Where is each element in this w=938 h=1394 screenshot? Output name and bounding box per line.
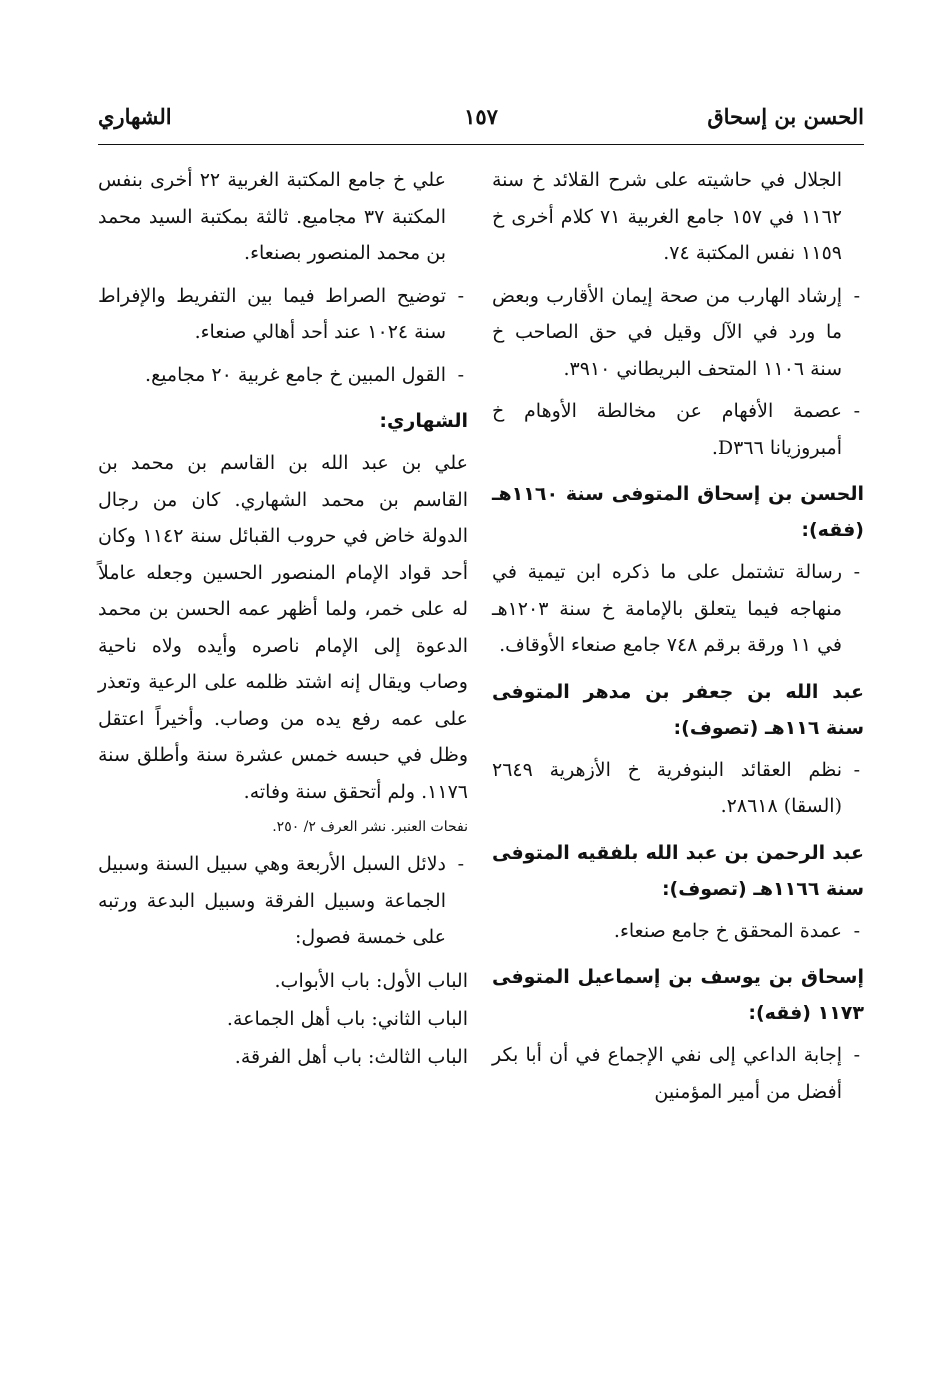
book-entry: - عصمة الأفهام عن مخالطة الأوهام خ أمبروزيانا D٣٦٦. xyxy=(492,393,864,466)
book-entry: - إجابة الداعي إلى نفي الإجماع في أن أبا بكر أفضل من أمير المؤمنين xyxy=(492,1037,864,1110)
chapter-item: الباب الثاني: باب أهل الجماعة. xyxy=(226,1007,468,1030)
author-heading: عبد الله بن جعفر بن مدهر المتوفى سنة ١١٦هـ (تصوف): xyxy=(492,680,864,739)
book-entry: - عمدة المحقق خ جامع صنعاء. xyxy=(492,913,864,950)
source-note: نفحات العنبر. نشر العرف ٢/ ٢٥٠. xyxy=(272,819,468,835)
author-heading: عبد الرحمن بن عبد الله بلفقيه المتوفى سنة ١١٦٦هـ (تصوف): xyxy=(492,841,864,900)
chapter-item: الباب الثالث: باب أهل الفرقة. xyxy=(234,1045,468,1068)
right-column xyxy=(492,162,864,1116)
chapter-item: الباب الأول: باب الأبواب. xyxy=(274,969,468,992)
book-entry: - رسالة تشتمل على ما ذكره ابن تيمية في منهاجه فيما يتعلق بالإمامة خ سنة ١٢٠٣هـ في ١١ ورقة برقم ٧٤٨ جامع صنعاء الأوقاف. xyxy=(492,554,864,664)
running-title-left: الشهاري xyxy=(98,104,172,129)
page-header xyxy=(98,100,864,145)
chapter-list xyxy=(98,962,468,1076)
author-heading: إسحاق بن يوسف بن إسماعيل المتوفى ١١٧٣ (فقه): xyxy=(492,966,864,1024)
continued-entry: الجلال في حاشيته على شرح القلائد خ سنة ١١٦٢ في ١٥٧ جامع الغربية ٧١ كلام أخرى خ ١١٥٩ نفس المكتبة ٧٤. xyxy=(492,169,842,264)
book-entry: - نظم العقائد البنوفرية خ الأزهرية ٢٦٤٩ (السقا) ٢٨٦١٨. xyxy=(492,752,864,825)
author-heading: الشهاري: xyxy=(379,410,468,432)
book-entry: - إرشاد الهارب من صحة إيمان الأقارب وبعض ما ورد في الآل وقيل في حق الصاحب خ سنة ١١٠٦ المتحف البريطاني ٣٩١٠. xyxy=(492,278,864,388)
book-entry: - توضيح الصراط فيما بين التفريط والإفراط سنة ١٠٢٤ عند أحد أهالي صنعاء. xyxy=(98,278,468,351)
book-entry: - دلائل السبل الأربعة وهي سبيل السنة وسبيل الجماعة وسبيل الفرقة وسبيل البدعة ورتبه على خمسة فصول: xyxy=(98,846,468,956)
book-entry: - القول المبين خ جامع غربية ٢٠ مجاميع. xyxy=(98,357,468,394)
continued-entry: علي خ جامع المكتبة الغربية ٢٢ أخرى بنفس المكتبة ٣٧ مجاميع. ثالثة بمكتبة السيد محمد بن محمد المنصور بصنعاء. xyxy=(98,169,446,264)
page-number: ١٥٧ xyxy=(464,104,498,129)
running-title-right: الحسن بن إسحاق xyxy=(707,104,864,129)
left-column xyxy=(98,162,468,1076)
author-heading: الحسن بن إسحاق المتوفى سنة ١١٦٠هـ (فقه): xyxy=(492,483,864,541)
author-biography: علي بن عبد الله بن القاسم بن محمد بن القاسم بن محمد الشهاري. كان من رجال الدولة خاض في حروب القبائل سنة ١١٤٢ وكان أحد قواد الإمام المنصور الحسين وجعله عاملاً له على خمر، ولما أظهر عمه الحسن بن محمد الدعوة إلى الإمام ناصره وأيده ولاه ناحية وصاب ويقال إنه اشتد ظلمه على الرعية وتعذر على عمه رفع يده من وصاب. وأخيراً اعتقل وظل في حبسه خمس عشرة سنة وأطلق سنة ١١٧٦. ولم أتحقق سنة وفاته. xyxy=(98,452,468,803)
